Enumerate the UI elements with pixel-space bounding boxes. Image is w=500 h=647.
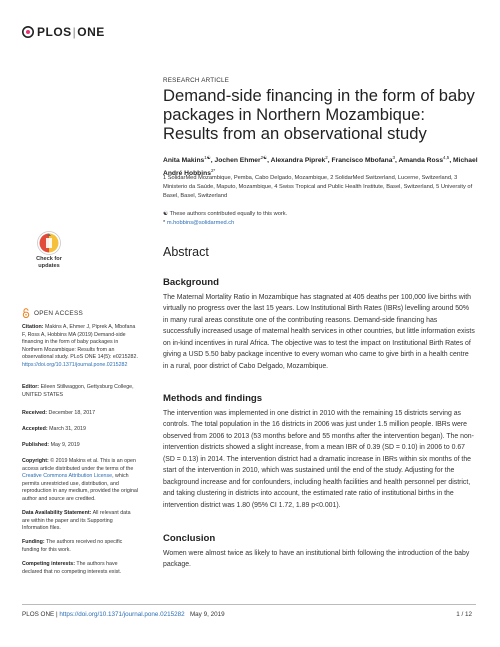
author[interactable]: Michael André Hobbins$^{2*}$ xyxy=(163,157,478,177)
footer-date: May 9, 2019 xyxy=(189,611,225,618)
citation-doi-link[interactable]: https://doi.org/10.1371/journal.pone.0215282 xyxy=(22,361,128,368)
license-link[interactable]: Creative Commons Attribution License xyxy=(22,473,113,480)
equal-contribution-note: ☯ These authors contributed equally to this work. xyxy=(163,211,288,217)
plos-one-logo xyxy=(22,25,105,39)
author[interactable]: Francisco Mbofana$^3$ xyxy=(331,155,395,165)
author[interactable]: Amanda Ross$^{4,5}$ xyxy=(398,155,450,165)
logo-text: PLOS|ONE xyxy=(37,25,105,39)
copyright-block: Copyright: © 2019 Makins et al. This is an open access article distributed under the terms of the Creative Commons Attribution License, which permits unrestricted use, distribution, and reproduction in any medium, provided the original author and source are credited. xyxy=(22,458,139,502)
corresponding-email-link[interactable]: m.hobbins@solidarmed.ch xyxy=(166,220,235,226)
author-notes xyxy=(163,210,483,228)
conclusion-heading: Conclusion xyxy=(163,533,216,544)
background-text: The Maternal Mortality Ratio in Mozambique has stagnated at 405 deaths per 100,000 live births with virtually no progress over the last 15 years. Low Institutional Birth Rates (IBRs) levelling around 50% in many rural areas constitute one of the contributing reasons. Demand-side financing has successfully increased usage of maternal health services in other countries, but little information exists on in-kind incentives in rural Africa. The objective was to test the impact on Institutional Birth Rates of giving a USD 5.50 baby package incentive to every woman who came to give birth in a health centre in a rural, poor district of Cabo Delgado, Mozambique. xyxy=(163,294,475,370)
open-access-label: OPEN ACCESS xyxy=(22,308,83,318)
published-block: Published: May 9, 2019 xyxy=(22,442,80,448)
competing-interests-block: Competing interests: The authors have declared that no competing interests exist. xyxy=(22,561,122,575)
author[interactable]: Jochen Ehmer$^{2☯}$ xyxy=(214,155,268,165)
footer-divider xyxy=(22,604,476,605)
accepted-block: Accepted: March 31, 2019 xyxy=(22,426,86,432)
affiliations: 1 SolidarMed Mozambique, Pemba, Cabo Delgado, Mozambique, 2 SolidarMed Switzerland, Lucerne, Switzerland, 3 Ministerio da Saúde, Maputo, Mozambique, 4 Swiss Tropical and Public Health Institute, Basel, Switzerland, 5 University of Basel, Basel, Switzerland xyxy=(163,175,473,199)
author-list: Anita Makins$^{1☯}$, Jochen Ehmer$^{2☯}$, Alexandra Piprek$^2$, Francisco Mbofana$^3$, Amanda Ross$^{4,5}$, Michael André Hobbins$^{2*}$ xyxy=(163,155,478,177)
badge-label-line1: Check for xyxy=(36,256,62,262)
article-type-label: RESEARCH ARTICLE xyxy=(163,77,230,84)
corresponding-author-note: * m.hobbins@solidarmed.ch xyxy=(163,220,235,226)
methods-text: The intervention was implemented in one district in 2010 with the remaining 15 districts serving as controls. The total population in the 16 districts in 2006 was just under 1.5 million people. IBRs were observed from 2006 to 2013 (53 months before and 55 months after the intervention began). The non-intervention districts showed a slight increase, from a mean IBR of 0.39 (SD = 0.10) in 2006 to 0.67 (SD = 0.13) in 2014. The intervention district had a dramatic increase in IBRs within six months of the start of the intervention in 2010, which was sustained until the end of the study. Adjusting for the background increase and for confounders, including health facilities and health personnel per district, and taking clustering in districts into account, the estimated rate ratio of institutional births in the intervention district was 1.80 (95% CI 1.72, 1.89 p<0.001). xyxy=(163,410,474,509)
footer-citation: PLOS ONE | https://doi.org/10.1371/journal.pone.0215282 May 9, 2019 xyxy=(22,611,225,618)
article-title: Demand-side financing in the form of baby packages in Northern Mozambique: Results from an observational study xyxy=(163,86,475,143)
open-access-lock-icon xyxy=(22,308,30,318)
check-for-updates-badge[interactable] xyxy=(33,230,65,271)
abstract-heading: Abstract xyxy=(163,245,209,259)
citation-block: Citation: Makins A, Ehmer J, Piprek A, Mbofana F, Ross A, Hobbins MA (2019) Demand-side financing in the form of baby packages in Northern Mozambique: Results from an observational study. PLoS ONE 14(5): e0215282. https://doi.org/10.1371/journal.pone.0215282 xyxy=(22,324,138,368)
background-heading: Background xyxy=(163,277,219,288)
received-block: Received: December 18, 2017 xyxy=(22,410,96,416)
badge-label-line2: updates xyxy=(38,262,60,269)
conclusion-text: Women were almost twice as likely to have an institutional birth following the introduction of the baby package. xyxy=(163,550,470,569)
page-number: 1 / 12 xyxy=(456,611,472,618)
author[interactable]: Alexandra Piprek$^2$ xyxy=(270,155,328,165)
editor-block: Editor: Eileen Stillwaggon, Gettysburg College, UNITED STATES xyxy=(22,384,134,398)
funding-block: Funding: The authors received no specific funding for this work. xyxy=(22,539,123,553)
author[interactable]: Anita Makins$^{1☯}$ xyxy=(163,155,211,165)
data-availability-block: Data Availability Statement: All relevant data are within the paper and its Supporting Information files. xyxy=(22,510,131,532)
methods-heading: Methods and findings xyxy=(163,393,263,404)
footer-doi-link[interactable]: https://doi.org/10.1371/journal.pone.0215282 xyxy=(59,611,185,618)
plos-logo-icon xyxy=(22,26,34,38)
